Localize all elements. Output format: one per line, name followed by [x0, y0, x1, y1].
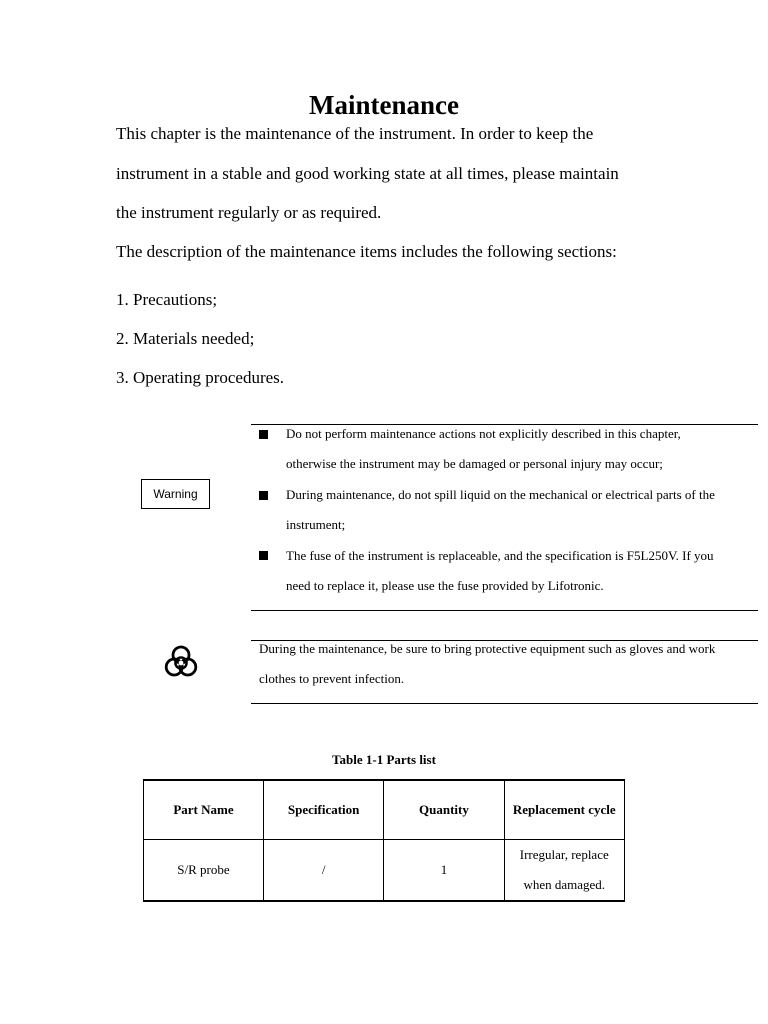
biohazard-icon	[161, 643, 201, 683]
biohazard-line-2: clothes to prevent infection.	[259, 671, 405, 686]
intro-line-3: the instrument regularly or as required.	[116, 203, 382, 222]
column-header-part-name: Part Name	[144, 780, 264, 840]
warning-item-1-line-1: Do not perform maintenance actions not explicitly described in this chapter,	[286, 426, 681, 441]
biohazard-line-1: During the maintenance, be sure to bring protective equipment such as gloves and work	[259, 641, 716, 656]
parts-table	[143, 779, 625, 902]
bullet-square-icon	[259, 491, 268, 500]
cell-specification: /	[263, 840, 383, 902]
warning-item-2-line-2: instrument;	[286, 517, 346, 532]
biohazard-bottom-rule	[251, 703, 758, 704]
intro-line-2: instrument in a stable and good working state at all times, please maintain	[116, 164, 619, 183]
column-header-quantity: Quantity	[384, 780, 504, 840]
warning-item-1-line-2: otherwise the instrument may be damaged or personal injury may occur;	[286, 456, 663, 471]
column-header-replacement-cycle: Replacement cycle	[504, 780, 624, 840]
warning-item-3-line-1: The fuse of the instrument is replaceable, and the specification is F5L250V. If you	[286, 548, 714, 563]
section-item-procedures: 3. Operating procedures.	[116, 368, 285, 387]
bullet-square-icon	[259, 430, 268, 439]
warning-item-2-line-1: During maintenance, do not spill liquid on the mechanical or electrical parts of the	[286, 487, 715, 502]
sections-intro: The description of the maintenance items includes the following sections:	[116, 242, 617, 261]
cell-part-name: S/R probe	[144, 840, 264, 902]
intro-line-1: This chapter is the maintenance of the instrument. In order to keep the	[116, 124, 594, 143]
section-item-materials: 2. Materials needed;	[116, 329, 255, 348]
column-header-specification: Specification	[263, 780, 383, 840]
page-title: Maintenance	[309, 90, 459, 120]
warning-top-rule	[251, 424, 758, 425]
warning-bottom-rule	[251, 610, 758, 611]
warning-label: Warning	[153, 487, 198, 501]
cell-quantity: 1	[384, 840, 504, 902]
warning-item-3-line-2: need to replace it, please use the fuse provided by Lifotronic.	[286, 578, 604, 593]
cell-replacement-cycle: Irregular, replace when damaged.	[504, 840, 624, 902]
table-caption: Table 1-1 Parts list	[332, 752, 436, 767]
section-item-precautions: 1. Precautions;	[116, 290, 218, 309]
bullet-square-icon	[259, 551, 268, 560]
warning-label-box	[141, 479, 210, 509]
table-row	[144, 840, 625, 902]
table-header-row	[144, 780, 625, 840]
